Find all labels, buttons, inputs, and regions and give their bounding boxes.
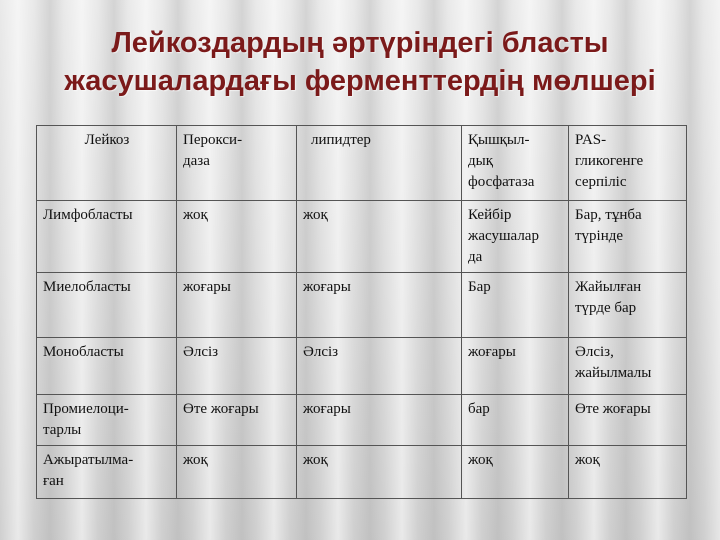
table-cell [462,273,569,338]
header-label: PAS- гликогенге серпіліс [575,132,644,190]
header-cell-lipids [297,126,462,201]
table-cell [37,395,177,446]
cell-text: бар [468,401,490,417]
cell-text: Ажыратылма- ған [43,452,134,489]
slide-title [20,24,700,100]
table-cell [569,338,687,395]
cell-text: Әлсіз [303,344,339,360]
table-cell [569,395,687,446]
header-cell-peroxidase [177,126,297,201]
table-row [37,201,687,273]
table-cell [37,273,177,338]
cell-text: Монобласты [43,344,124,360]
table-row [37,446,687,499]
cell-text: жоқ [183,207,208,223]
table-cell [462,446,569,499]
cell-text: жоқ [183,452,208,468]
header-label: Перокси- даза [183,132,243,169]
table-row [37,338,687,395]
table-cell [297,338,462,395]
cell-text: Өте жоғары [575,401,651,417]
header-label: Лейкоз [84,132,130,148]
cell-text: Бар [468,279,491,295]
table-cell [177,201,297,273]
cell-text: жоқ [303,452,328,468]
cell-text: жоғары [183,279,231,295]
table-cell [569,201,687,273]
cell-text: Промиелоци- тарлы [43,401,129,438]
header-cell-acid-phosphatase [462,126,569,201]
table-cell [297,201,462,273]
table-row [37,273,687,338]
table-cell [297,446,462,499]
title-line-2: жасушалардағы ферменттердің мөлшері [64,65,656,97]
title-line-1: Лейкоздардың әртүріндегі бласты [111,27,609,59]
cell-text: жоқ [303,207,328,223]
table-cell [177,338,297,395]
table-cell [569,446,687,499]
table-cell [569,273,687,338]
cell-text: жоғары [303,401,351,417]
table-cell [462,201,569,273]
table-cell [462,338,569,395]
cell-text: Кейбір жасушалар да [468,207,539,265]
cell-text: жоқ [468,452,493,468]
table-cell [462,395,569,446]
header-label: Қышқыл- дық фосфатаза [468,132,535,190]
cell-text: Жайылған түрде бар [575,279,642,316]
cell-text: Бар, тұнба түрінде [575,207,642,244]
cell-text: Өте жоғары [183,401,259,417]
cell-text: жоғары [303,279,351,295]
header-label: липидтер [311,132,371,148]
cell-text: Миелобласты [43,279,131,295]
table-cell [297,273,462,338]
cell-text: Әлсіз [183,344,219,360]
table-cell [37,338,177,395]
table-cell [37,446,177,499]
table-cell [177,446,297,499]
table-row [37,395,687,446]
cell-text: жоғары [468,344,516,360]
cell-text: жоқ [575,452,600,468]
table-cell [37,201,177,273]
header-cell-pas-reaction [569,126,687,201]
table-header-row [37,126,687,201]
header-cell-leukosis [37,126,177,201]
table-cell [177,395,297,446]
table-cell [297,395,462,446]
enzyme-table [36,125,687,499]
cell-text: Әлсіз, жайылмалы [575,344,652,381]
cell-text: Лимфобласты [43,207,133,223]
table-cell [177,273,297,338]
enzyme-table-container [36,125,686,499]
